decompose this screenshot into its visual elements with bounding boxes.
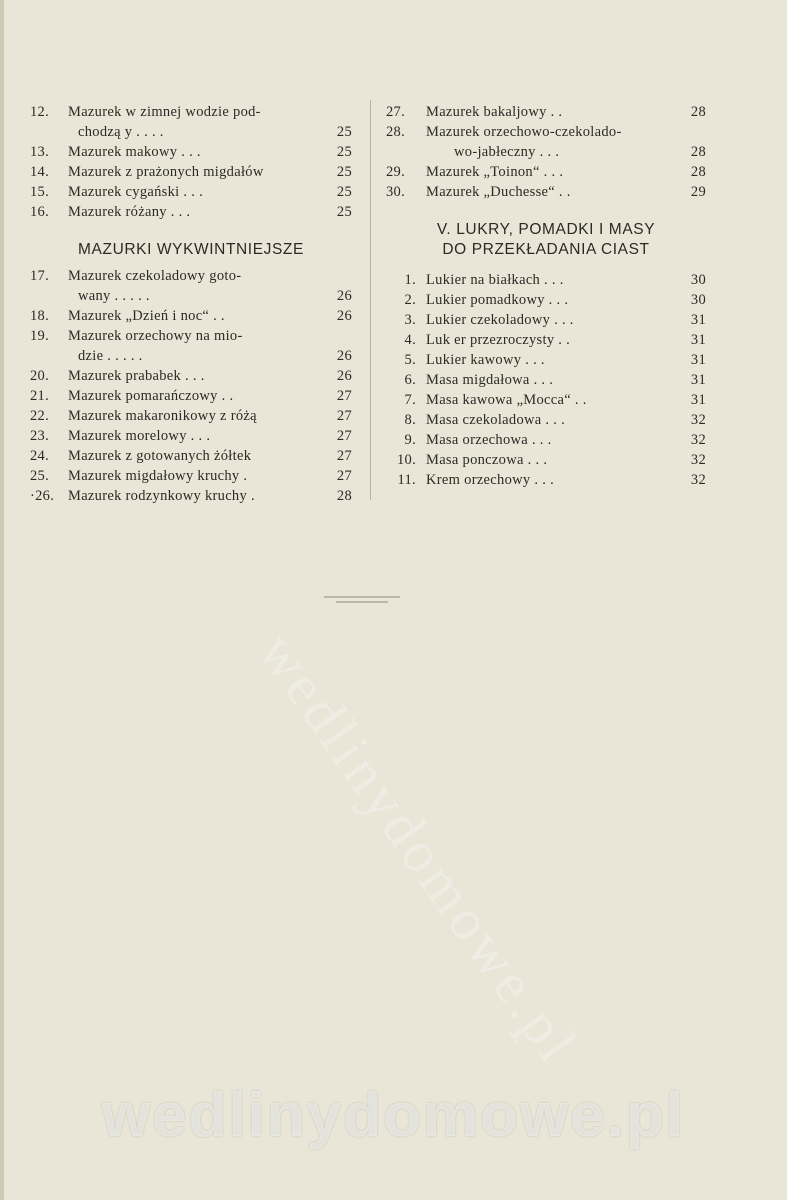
toc-entry <box>30 306 352 326</box>
toc-entry <box>30 466 352 486</box>
entry-number: 14. <box>30 164 50 180</box>
right-column <box>386 102 706 490</box>
entry-number: 6. <box>404 372 416 388</box>
entry-title: Mazurek „Duchesse“ . . <box>426 184 571 200</box>
entry-page: 31 <box>690 392 706 408</box>
entry-page: 32 <box>690 452 706 468</box>
entry-page: 31 <box>690 372 706 388</box>
entry-page: 27 <box>336 408 352 424</box>
toc-entry <box>386 350 706 370</box>
toc-entry <box>30 182 352 202</box>
entry-number: 21. <box>30 388 50 404</box>
entry-page: 28 <box>336 488 352 504</box>
toc-entry <box>30 486 352 506</box>
entry-page: 26 <box>336 288 352 304</box>
entry-title: Mazurek cygański . . . <box>68 184 204 200</box>
entry-title: Masa migdałowa . . . <box>426 372 554 388</box>
entry-number: 13. <box>30 144 50 160</box>
toc-entry <box>30 406 352 426</box>
entry-title: Mazurek czekoladowy goto- <box>68 268 242 284</box>
entry-title-continued: wany . . . . . <box>78 288 150 304</box>
entry-page: 32 <box>690 472 706 488</box>
entry-page: 25 <box>336 164 352 180</box>
entry-number: ·26. <box>30 488 55 504</box>
entry-page: 28 <box>690 164 706 180</box>
entry-title: Mazurek pomarańczowy . . <box>68 388 234 404</box>
entry-page: 26 <box>336 348 352 364</box>
diagonal-watermark: wedlinydomowe.pl <box>245 620 592 1076</box>
entry-number: 30. <box>386 184 406 200</box>
entry-number: 23. <box>30 428 50 444</box>
entry-page: 30 <box>690 292 706 308</box>
entry-title: Lukier czekoladowy . . . <box>426 312 574 328</box>
section-subheading: DO PRZEKŁADANIA CIAST <box>442 241 650 258</box>
entry-title: Mazurek bakaljowy . . <box>426 104 563 120</box>
entry-page: 25 <box>336 144 352 160</box>
page-edge <box>0 0 4 1200</box>
entry-title: Mazurek z gotowanych żółtek <box>68 448 252 464</box>
entry-number: 29. <box>386 164 406 180</box>
entry-title: Mazurek rodzynkowy kruchy . <box>68 488 255 504</box>
site-watermark: wedlinydomowe.pl <box>101 1081 686 1150</box>
entry-number: 25. <box>30 468 50 484</box>
toc-entry <box>386 450 706 470</box>
entry-title: Luk er przezroczysty . . <box>426 332 571 348</box>
entry-number: 5. <box>404 352 416 368</box>
entry-page: 31 <box>690 312 706 328</box>
toc-entry <box>30 102 352 142</box>
entry-page: 32 <box>690 412 706 428</box>
entry-number: 16. <box>30 204 50 220</box>
entry-number: 2. <box>404 292 416 308</box>
entry-page: 29 <box>690 184 706 200</box>
entry-page: 30 <box>690 272 706 288</box>
entry-title: Mazurek w zimnej wodzie pod- <box>68 104 261 120</box>
entry-page: 27 <box>336 388 352 404</box>
entry-title: Mazurek różany . . . <box>68 204 191 220</box>
section-heading: MAZURKI WYKWINTNIEJSZE <box>78 241 304 258</box>
entry-title: Masa kawowa „Mocca“ . . <box>426 392 587 408</box>
entry-title: Mazurek morelowy . . . <box>68 428 211 444</box>
entry-number: 20. <box>30 368 50 384</box>
entry-number: 15. <box>30 184 50 200</box>
entry-number: 1. <box>404 272 416 288</box>
toc-entry <box>386 430 706 450</box>
section-heading: V. LUKRY, POMADKI I MASY <box>436 221 656 238</box>
section-heading-block <box>386 220 706 260</box>
left-column <box>30 102 352 506</box>
entry-page: 26 <box>336 368 352 384</box>
toc-entry <box>30 142 352 162</box>
column-divider <box>370 100 371 500</box>
entry-number: 19. <box>30 328 50 344</box>
toc-entry <box>386 122 706 162</box>
toc-entry <box>386 270 706 290</box>
entry-title: Masa orzechowa . . . <box>426 432 552 448</box>
entry-number: 17. <box>30 268 50 284</box>
entry-title-continued: dzie . . . . . <box>78 348 143 364</box>
toc-entry <box>386 410 706 430</box>
entry-page: 25 <box>336 184 352 200</box>
toc-entry <box>386 182 706 202</box>
toc-entry <box>386 390 706 410</box>
entry-number: 18. <box>30 308 50 324</box>
toc-entry <box>30 266 352 306</box>
entry-title: Mazurek makowy . . . <box>68 144 201 160</box>
toc-entry <box>30 326 352 366</box>
entry-title: Mazurek prababek . . . <box>68 368 205 384</box>
entry-number: 24. <box>30 448 50 464</box>
toc-entry <box>30 366 352 386</box>
entry-page: 27 <box>336 468 352 484</box>
toc-entry <box>386 370 706 390</box>
entry-title: Mazurek z prażonych migdałów <box>68 164 264 180</box>
entry-title: Lukier kawowy . . . <box>426 352 545 368</box>
toc-entry <box>386 470 706 490</box>
entry-title: Mazurek „Toinon“ . . . <box>426 164 564 180</box>
entry-number: 27. <box>386 104 406 120</box>
entry-number: 7. <box>404 392 416 408</box>
toc-entry <box>30 426 352 446</box>
entry-page: 31 <box>690 332 706 348</box>
entry-title: Krem orzechowy . . . <box>426 472 554 488</box>
ornament-divider <box>322 594 402 606</box>
entry-page: 27 <box>336 428 352 444</box>
entry-title: Mazurek orzechowy na mio- <box>68 328 243 344</box>
entry-page: 32 <box>690 432 706 448</box>
toc-entry <box>386 330 706 350</box>
entry-title: Masa czekoladowa . . . <box>426 412 566 428</box>
entry-number: 11. <box>397 472 416 488</box>
entry-page: 31 <box>690 352 706 368</box>
toc-entry <box>30 446 352 466</box>
entry-number: 28. <box>386 124 406 140</box>
toc-entry <box>386 162 706 182</box>
toc-entry <box>30 386 352 406</box>
entry-number: 12. <box>30 104 50 120</box>
toc-entry <box>386 102 706 122</box>
entry-title-continued: chodzą y . . . . <box>78 124 164 140</box>
entry-number: 8. <box>404 412 416 428</box>
entry-title: Mazurek migdałowy kruchy . <box>68 468 248 484</box>
entry-title: Lukier na białkach . . . <box>426 272 564 288</box>
entry-page: 28 <box>690 144 706 160</box>
toc-entry <box>30 162 352 182</box>
toc-entry <box>386 290 706 310</box>
entry-page: 26 <box>336 308 352 324</box>
entry-title: Lukier pomadkowy . . . <box>426 292 569 308</box>
entry-page: 27 <box>336 448 352 464</box>
entry-number: 4. <box>404 332 416 348</box>
toc-entry <box>386 310 706 330</box>
entry-number: 10. <box>396 452 416 468</box>
toc-entry <box>30 202 352 222</box>
entry-title: Masa ponczowa . . . <box>426 452 548 468</box>
entry-number: 22. <box>30 408 50 424</box>
entry-page: 25 <box>336 124 352 140</box>
entry-title: Mazurek makaronikowy z różą <box>68 408 257 424</box>
entry-title: Mazurek „Dzień i noc“ . . <box>68 308 225 324</box>
entry-title-continued: wo-jabłeczny . . . <box>454 144 560 160</box>
entry-number: 9. <box>404 432 416 448</box>
entry-title: Mazurek orzechowo-czekolado- <box>426 124 622 140</box>
entry-page: 28 <box>690 104 706 120</box>
entry-page: 25 <box>336 204 352 220</box>
entry-number: 3. <box>404 312 416 328</box>
